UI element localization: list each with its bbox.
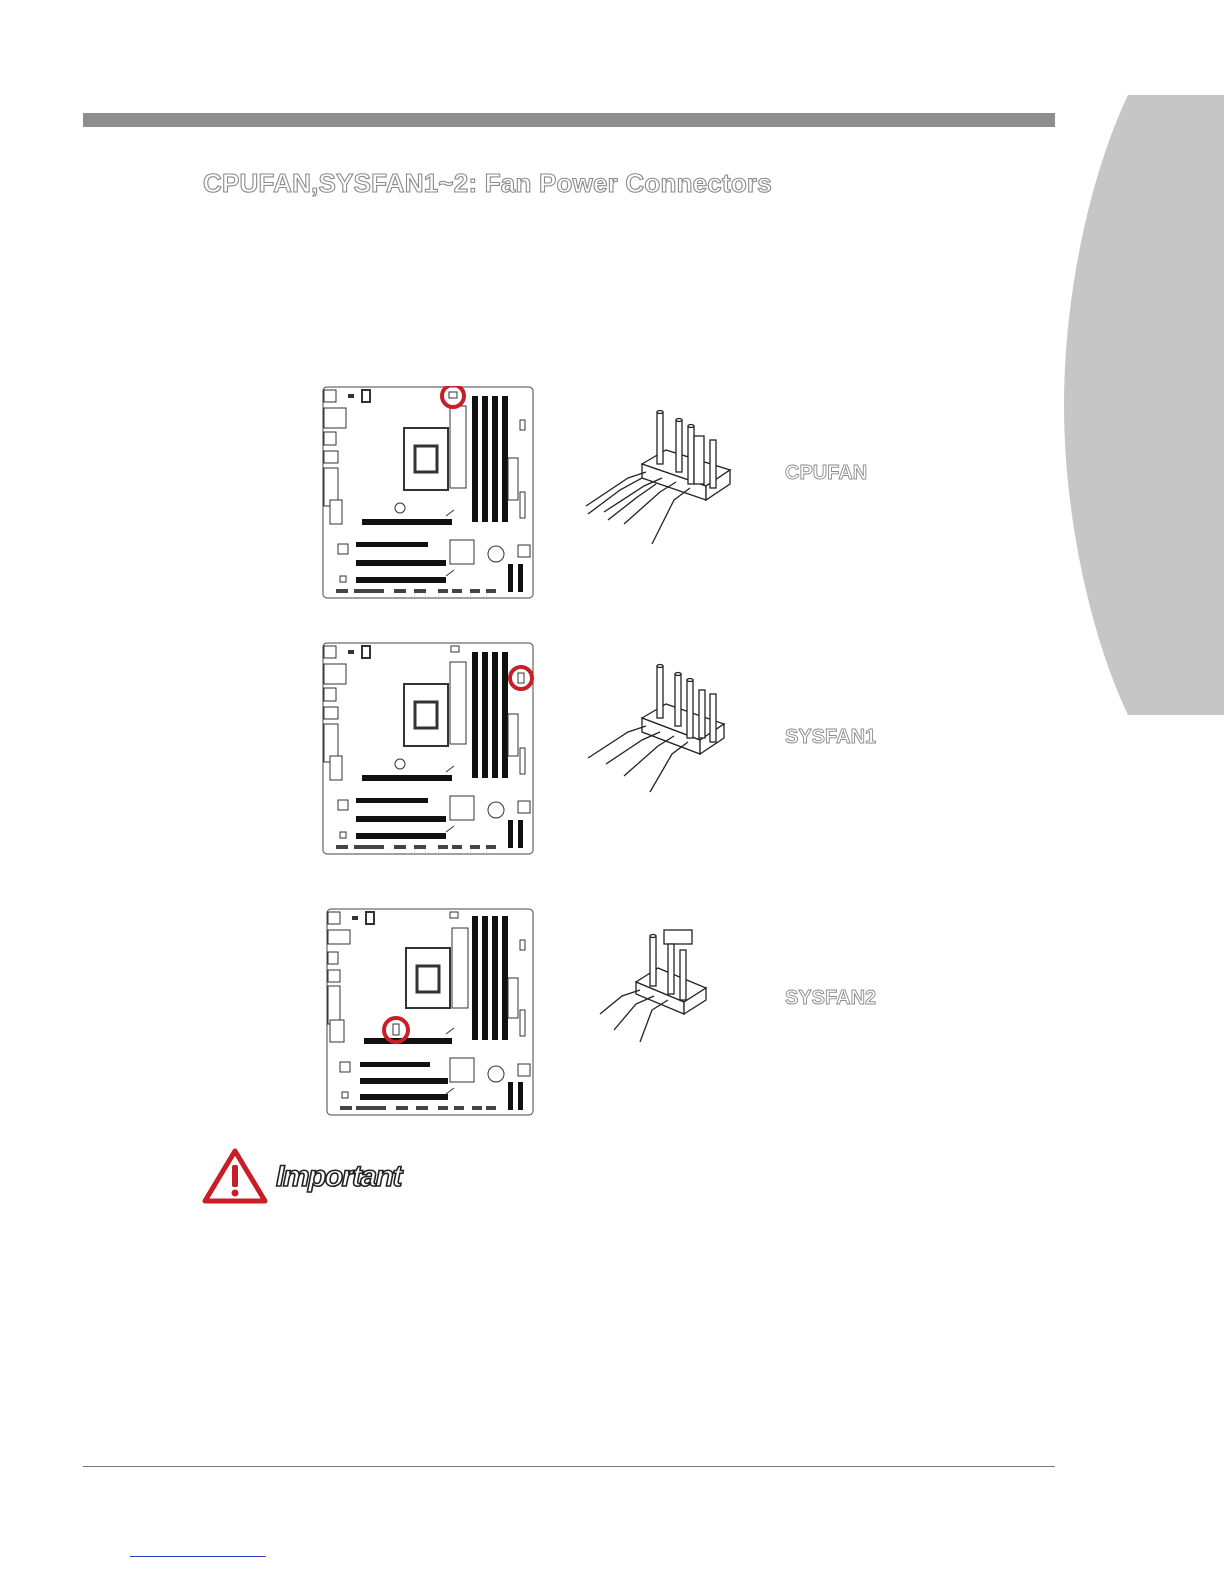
sysfan2-label: SYSFAN2 bbox=[785, 987, 877, 1009]
footer-rule bbox=[83, 1466, 1055, 1467]
sysfan2-connector-drawing bbox=[596, 926, 712, 1046]
motherboard-diagram-cpufan bbox=[322, 386, 534, 599]
header-bar bbox=[83, 113, 1055, 127]
motherboard-diagram-sysfan1 bbox=[322, 642, 534, 855]
cpufan-label: CPUFAN bbox=[785, 462, 868, 484]
warning-triangle-icon bbox=[202, 1147, 268, 1205]
cpufan-connector-drawing bbox=[580, 406, 740, 550]
sysfan1-label: SYSFAN1 bbox=[785, 726, 877, 748]
section-title: CPUFAN,SYSFAN1~2: Fan Power Connectors bbox=[203, 168, 772, 198]
important-heading: Important bbox=[276, 1160, 401, 1193]
motherboard-diagram-sysfan2 bbox=[326, 908, 534, 1116]
chapter-side-tab bbox=[1060, 95, 1224, 715]
sysfan1-connector-drawing bbox=[584, 660, 732, 798]
footer-link-underline[interactable] bbox=[130, 1556, 266, 1557]
